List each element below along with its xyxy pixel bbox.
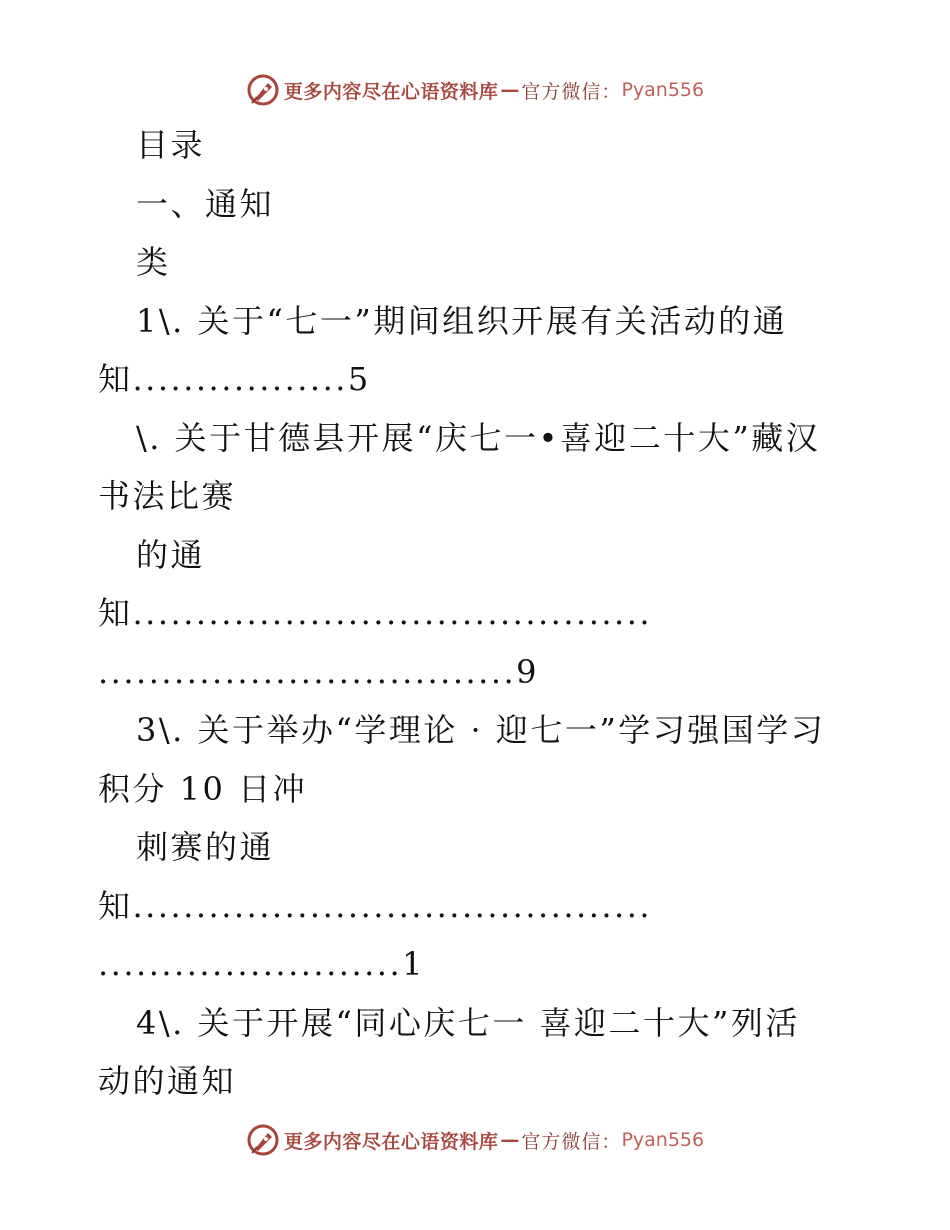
toc-entry-2-title-end: 的通 <box>136 535 206 574</box>
toc-entry-2-title-continued: 书法比赛 <box>98 477 237 515</box>
watermark-wechat-id: Pyan556 <box>621 79 705 101</box>
toc-entry-3-leader: 知......................................... <box>98 886 653 925</box>
pen-nib-logo-icon <box>246 1123 280 1157</box>
pen-nib-logo-icon <box>246 73 280 107</box>
toc-entry-1-title: 1\. 关于“七一”期间组织开展有关活动的通 <box>136 301 788 340</box>
toc-entry-3-title-continued: 积分 10 日冲 <box>98 769 308 808</box>
watermark-brand: 更多内容尽在心语资料库 <box>283 1130 499 1153</box>
toc-entry-2-leader-page: .................................9 <box>98 652 540 691</box>
section-heading: 一、通知 <box>136 184 275 223</box>
watermark-wechat-label: 官方微信： <box>521 1130 622 1153</box>
toc-entry-2-title: \. 关于甘德县开展“庆七一•喜迎二十大”藏汉 <box>136 418 821 457</box>
watermark-brand: 更多内容尽在心语资料库 <box>283 80 499 103</box>
toc-entry-4-title-continued: 动的通知 <box>98 1062 237 1100</box>
section-heading-continued: 类 <box>136 243 171 281</box>
watermark-banner-top <box>0 70 950 110</box>
watermark-wechat-id: Pyan556 <box>621 1129 705 1151</box>
watermark-banner-bottom <box>0 1120 950 1160</box>
toc-entry-4-title: 4\. 关于开展“同心庆七一 喜迎二十大”列活 <box>136 1003 800 1042</box>
toc-entry-3-title: 3\. 关于举办“学理论 · 迎七一”学习强国学习 <box>136 711 826 749</box>
table-of-contents <box>98 116 898 1111</box>
toc-entry-2-leader: 知......................................... <box>98 594 653 632</box>
toc-entry-1-leader: 知.................5 <box>98 360 371 398</box>
watermark-separator: — <box>500 79 520 101</box>
watermark-wechat-label: 官方微信： <box>521 80 622 103</box>
toc-entry-3-title-end: 刺赛的通 <box>136 828 275 866</box>
watermark-separator: — <box>500 1129 520 1151</box>
toc-entry-3-leader-page: ........................1 <box>98 945 425 983</box>
toc-heading: 目录 <box>136 126 206 164</box>
